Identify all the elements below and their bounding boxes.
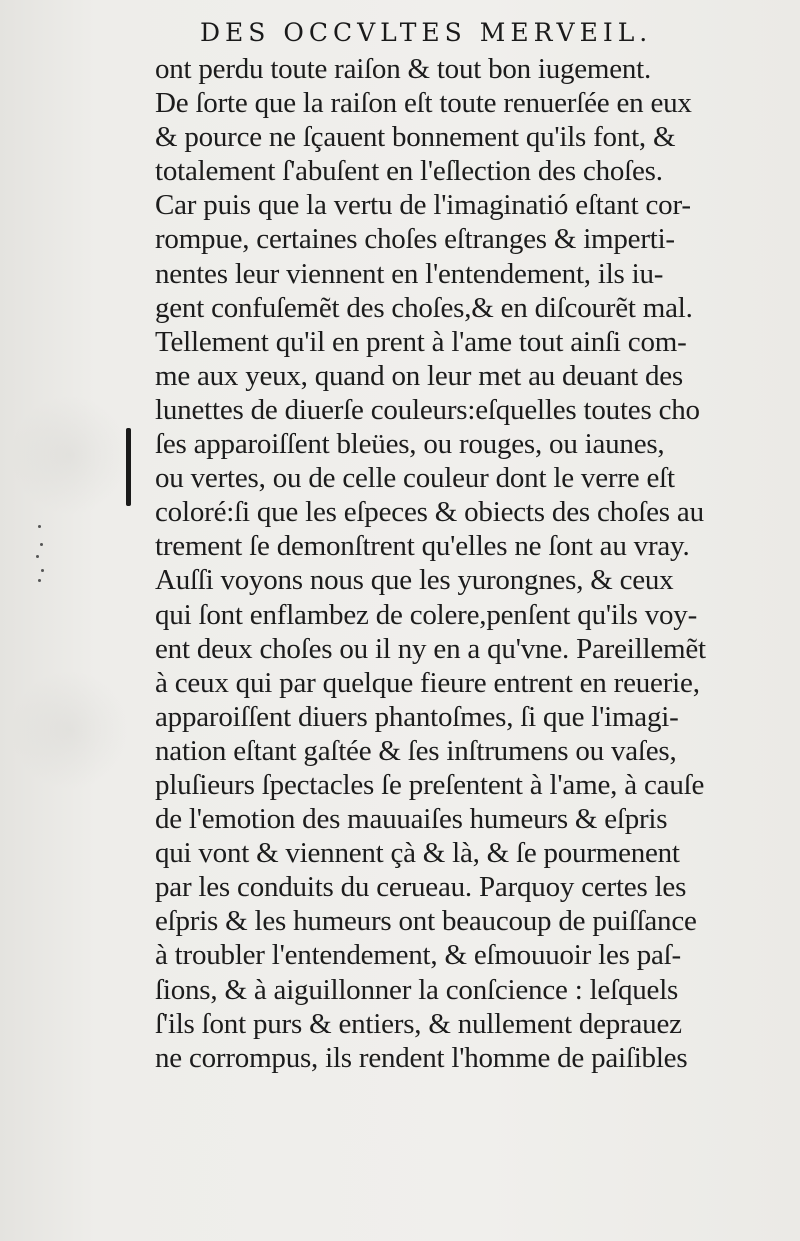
text-line: Tellement qu'il en prent à l'ame tout ainſi com-	[155, 325, 687, 358]
text-line: totalement ſ'abuſent en l'eſlection des choſes.	[155, 155, 663, 188]
text-line: ne corrompus, ils rendent l'homme de paiſibles	[155, 1041, 688, 1074]
margin-ink-specks	[36, 525, 46, 585]
text-line: trement ſe demonſtrent qu'elles ne ſont au vray.	[155, 530, 690, 563]
show-through-bleed	[10, 395, 130, 515]
text-line: nentes leur viennent en l'entendement, ils iu-	[155, 257, 664, 290]
running-head: DES OCCVLTES MERVEIL.	[200, 18, 653, 47]
text-line: lunettes de diuerſe couleurs:eſquelles toutes cho	[155, 393, 700, 426]
text-line: à troubler l'entendement, & eſmouuoir les paſ-	[155, 939, 681, 972]
text-line: me aux yeux, quand on leur met au deuant des	[155, 359, 683, 392]
text-line: De ſorte que la raiſon eſt toute renuerſée en eux	[155, 87, 692, 120]
text-line: ou vertes, ou de celle couleur dont le verre eſt	[155, 462, 675, 495]
text-line: ent deux choſes ou il ny en a qu'vne. Pareillemẽt	[155, 632, 706, 665]
text-line: ont perdu toute raiſon & tout bon iugement.	[155, 53, 652, 85]
body-text	[155, 52, 795, 1075]
text-line: Car puis que la vertu de l'imaginatió eſtant cor-	[155, 189, 691, 222]
text-line: ſes apparoiſſent bleües, ou rouges, ou iaunes,	[155, 428, 665, 461]
text-line: eſpris & les humeurs ont beaucoup de puiſſance	[155, 905, 697, 938]
text-line: gent confuſemẽt des choſes,& en diſcourẽt mal.	[155, 291, 693, 324]
text-line: par les conduits du cerueau. Parquoy certes les	[155, 871, 687, 904]
text-line: qui ſont enflambez de colere,penſent qu'ils voy-	[155, 598, 698, 631]
text-line: de l'emotion des mauuaiſes humeurs & eſpris	[155, 803, 668, 836]
text-line: rompue, certaines choſes eſtranges & imperti-	[155, 223, 675, 256]
show-through-bleed	[10, 670, 130, 790]
text-line: qui vont & viennent çà & là, & ſe pourmenent	[155, 837, 680, 870]
text-line: coloré:ſi que les eſpeces & obiects des choſes au	[155, 496, 704, 529]
text-line: pluſieurs ſpectacles ſe preſentent à l'ame, à cauſe	[155, 768, 705, 801]
text-line: ſions, & à aiguillonner la conſcience : leſquels	[155, 973, 679, 1006]
text-line: à ceux qui par quelque fieure entrent en reuerie,	[155, 666, 700, 699]
text-line: apparoiſſent diuers phantoſmes, ſi que l'imagi-	[155, 700, 679, 733]
text-line: nation eſtant gaſtée & ſes inſtrumens ou vaſes,	[155, 734, 677, 767]
text-line: & pource ne ſçauent bonnement qu'ils font, &	[155, 121, 676, 154]
margin-bracket-mark	[126, 428, 131, 506]
text-line: Auſſi voyons nous que les yurongnes, & ceux	[155, 564, 674, 597]
text-line: ſ'ils ſont purs & entiers, & nullement deprauez	[155, 1007, 682, 1040]
